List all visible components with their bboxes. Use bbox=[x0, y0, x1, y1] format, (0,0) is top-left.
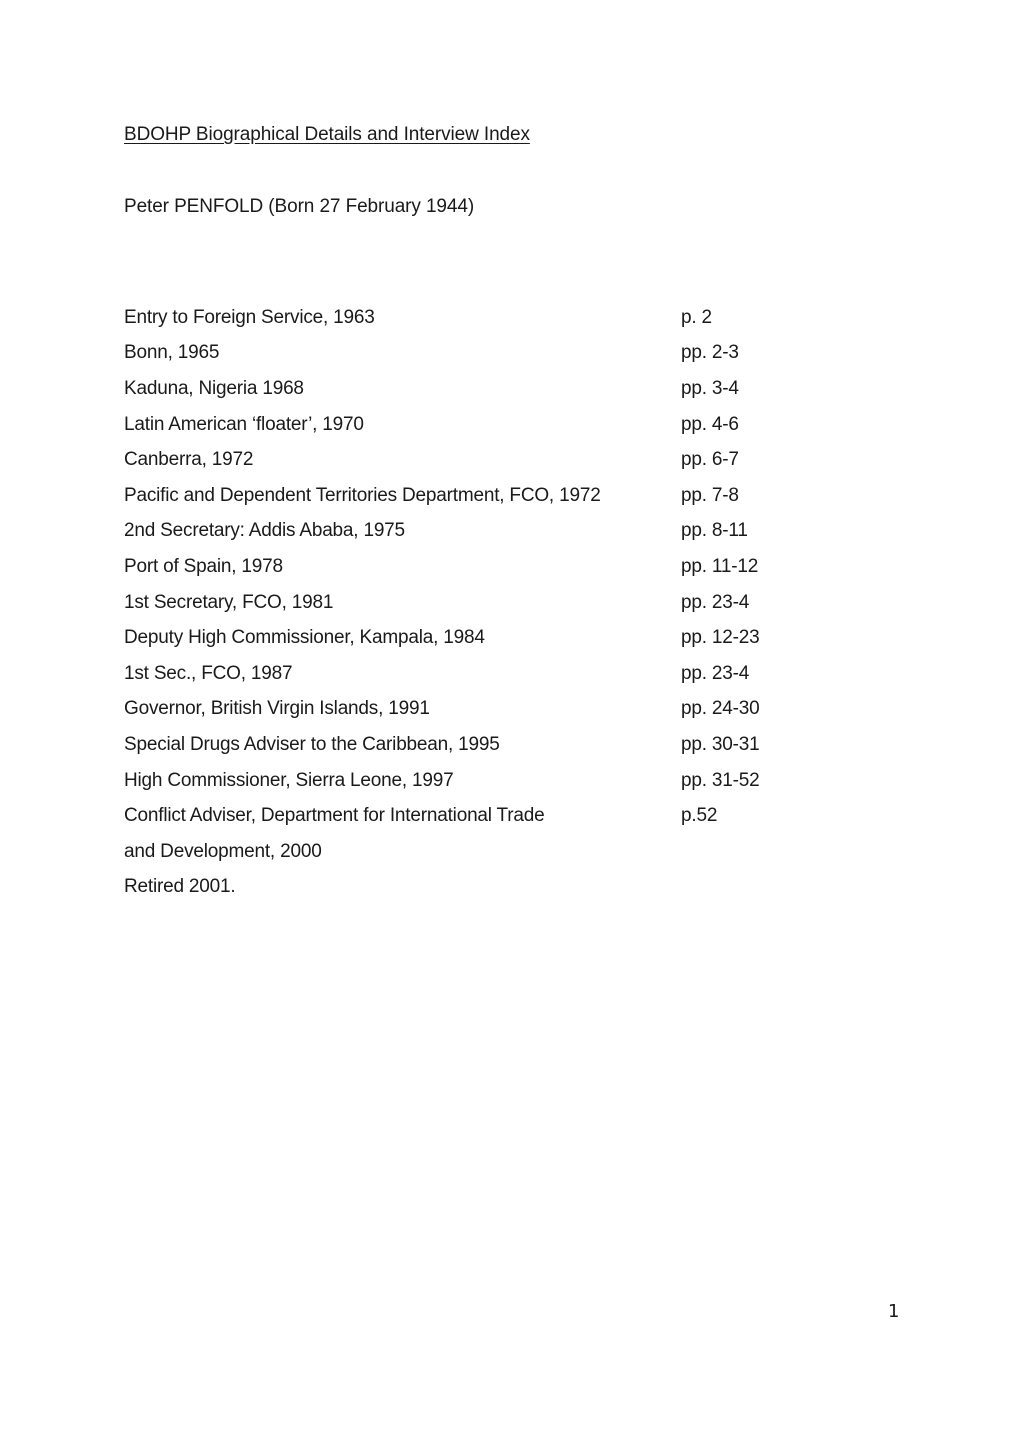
index-entry: 2nd Secretary: Addis Ababa, 1975 bbox=[124, 520, 405, 542]
index-row bbox=[124, 585, 844, 621]
index-pages: pp. 6-7 bbox=[681, 449, 739, 471]
index-pages: pp. 23-4 bbox=[681, 591, 750, 613]
document-title: BDOHP Biographical Details and Interview Index bbox=[124, 124, 530, 145]
index-entry: High Commissioner, Sierra Leone, 1997 bbox=[124, 769, 454, 791]
index-pages: pp. 31-52 bbox=[681, 769, 760, 791]
index-pages: pp. 23-4 bbox=[681, 662, 750, 684]
index-pages: pp. 3-4 bbox=[681, 377, 739, 399]
index-pages: pp. 2-3 bbox=[681, 342, 739, 364]
index-row bbox=[124, 656, 844, 692]
index-pages: pp. 4-6 bbox=[681, 413, 739, 435]
index-row bbox=[124, 620, 844, 656]
index-entry: Entry to Foreign Service, 1963 bbox=[124, 306, 375, 328]
index-pages: pp. 30-31 bbox=[681, 733, 760, 755]
index-pages: pp. 24-30 bbox=[681, 698, 760, 720]
index-entry: Conflict Adviser, Department for International Trade bbox=[124, 805, 545, 827]
subject-name: Peter PENFOLD (Born 27 February 1944) bbox=[124, 196, 475, 217]
index-entry: Deputy High Commissioner, Kampala, 1984 bbox=[124, 627, 485, 649]
index-pages: pp. 11-12 bbox=[681, 555, 759, 577]
index-row bbox=[124, 407, 844, 443]
index-row bbox=[124, 442, 844, 478]
index-entry: Bonn, 1965 bbox=[124, 342, 220, 364]
index-row bbox=[124, 514, 844, 550]
index-pages: pp. 12-23 bbox=[681, 627, 760, 649]
index-row bbox=[124, 371, 844, 407]
index-row bbox=[124, 692, 844, 728]
index-row bbox=[124, 798, 844, 834]
index-entry: Port of Spain, 1978 bbox=[124, 555, 283, 577]
index-entry: Retired 2001. bbox=[124, 876, 236, 898]
index-entry: and Development, 2000 bbox=[124, 840, 322, 862]
index-row bbox=[124, 336, 844, 372]
page-number: 1 bbox=[888, 1301, 900, 1322]
index-entry: Kaduna, Nigeria 1968 bbox=[124, 377, 304, 399]
index-pages: pp. 8-11 bbox=[681, 520, 748, 542]
index-row bbox=[124, 300, 844, 336]
index-row bbox=[124, 834, 844, 870]
index-entry: Governor, British Virgin Islands, 1991 bbox=[124, 698, 430, 720]
index-entry: Canberra, 1972 bbox=[124, 449, 254, 471]
index-entry: Special Drugs Adviser to the Caribbean, 1995 bbox=[124, 733, 500, 755]
index-row bbox=[124, 478, 844, 514]
index-row bbox=[124, 763, 844, 799]
index-row bbox=[124, 870, 844, 906]
index-pages: p.52 bbox=[681, 805, 718, 827]
index-row bbox=[124, 727, 844, 763]
index-entry: Latin American ‘floater’, 1970 bbox=[124, 413, 364, 435]
index-row bbox=[124, 549, 844, 585]
index-pages: p. 2 bbox=[681, 306, 712, 328]
index-pages: pp. 7-8 bbox=[681, 484, 739, 506]
index-entry: 1st Sec., FCO, 1987 bbox=[124, 662, 293, 684]
index-entry: Pacific and Dependent Territories Department, FCO, 1972 bbox=[124, 484, 601, 506]
interview-index bbox=[124, 300, 844, 905]
index-entry: 1st Secretary, FCO, 1981 bbox=[124, 591, 334, 613]
